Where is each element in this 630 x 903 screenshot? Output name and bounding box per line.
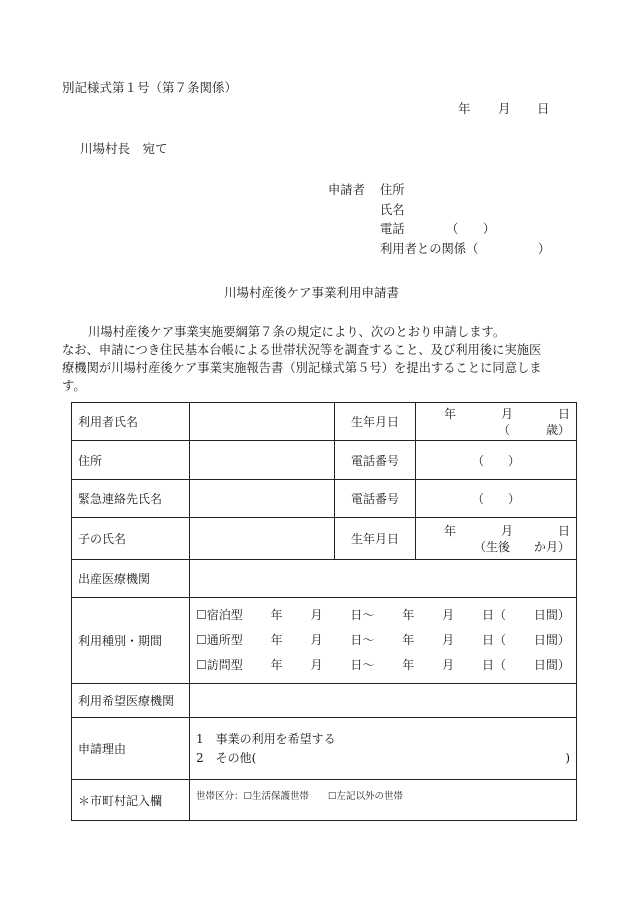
phone-number-field[interactable]	[416, 441, 577, 480]
user-name-label: 利用者氏名	[72, 403, 190, 441]
desired-facility-label: 利用希望医療機関	[72, 684, 190, 718]
birth-facility-field[interactable]	[190, 560, 577, 598]
usage-type-label: 利用種別・期間	[72, 598, 190, 684]
period-to-year: 年	[402, 633, 415, 647]
birth-facility-label: 出産医療機関	[72, 560, 190, 598]
desired-facility-field[interactable]	[190, 684, 577, 718]
period-from-day: 日～	[350, 608, 375, 622]
user-age: （ 歳）	[497, 422, 570, 437]
row-address	[72, 441, 577, 480]
row-reason	[72, 718, 577, 780]
checkbox-icon[interactable]: ☐	[196, 608, 207, 622]
reason-field	[190, 718, 577, 780]
period-days: 日間）	[533, 608, 570, 622]
emergency-contact-field[interactable]	[190, 480, 335, 518]
body-paragraph	[62, 323, 552, 395]
child-name-label: 子の氏名	[72, 518, 190, 560]
period-days: 日間）	[533, 658, 570, 672]
date-year-label: 年	[458, 101, 471, 116]
address-label: 住所	[72, 441, 190, 480]
address-field[interactable]	[190, 441, 335, 480]
period-from-month: 月	[310, 633, 323, 647]
form-number: 別記様式第１号（第７条関係）	[62, 80, 238, 95]
period-to-month: 月	[442, 608, 455, 622]
period-to-year: 年	[402, 658, 415, 672]
period-to-day: 日（	[482, 608, 507, 622]
period-to-year: 年	[402, 608, 415, 622]
period-to-day: 日（	[482, 658, 507, 672]
emergency-phone-label: 電話番号	[335, 480, 416, 518]
phone-number-label: 電話番号	[335, 441, 416, 480]
period-from-day: 日～	[350, 658, 375, 672]
reason-label: 申請理由	[72, 718, 190, 780]
row-user-name	[72, 403, 577, 441]
applicant-address-label: 住所	[380, 183, 405, 197]
applicant-name-label: 氏名	[380, 203, 405, 217]
usage-type-stay: 宿泊型	[206, 608, 243, 622]
checkbox-icon[interactable]: ☐	[196, 633, 207, 647]
child-birthdate-field[interactable]	[416, 518, 577, 560]
user-birth-year: 年	[444, 406, 457, 421]
application-form-table	[71, 402, 577, 821]
child-birth-year: 年	[444, 523, 457, 538]
period-days: 日間）	[533, 633, 570, 647]
period-from-year: 年	[270, 633, 283, 647]
user-birth-month: 月	[500, 406, 513, 421]
child-birthdate-label: 生年月日	[335, 518, 416, 560]
row-municipal	[72, 780, 577, 821]
user-birthdate-field[interactable]	[416, 403, 577, 441]
reason-option-2[interactable]	[196, 749, 570, 768]
reason-option-1[interactable]: 1 事業の利用を希望する	[196, 731, 336, 746]
document-title: 川場村産後ケア事業利用申請書	[224, 285, 400, 300]
period-from-month: 月	[310, 658, 323, 672]
emergency-phone-parens: （ ）	[472, 492, 521, 506]
usage-option-visit[interactable]	[196, 653, 243, 678]
applicant-title: 申請者	[328, 183, 365, 197]
applicant-relation-label: 利用者との関係（	[380, 242, 479, 256]
child-age: （生後 か月）	[473, 539, 570, 554]
period-from-year: 年	[270, 658, 283, 672]
period-to-month: 月	[442, 633, 455, 647]
child-birth-month: 月	[500, 523, 513, 538]
child-birth-day: 日	[557, 523, 570, 538]
period-from-year: 年	[270, 608, 283, 622]
usage-type-daycare: 通所型	[206, 633, 243, 647]
body-line-1: 川場村産後ケア事業実施要綱第７条の規定により、次のとおり申請します。	[88, 325, 506, 339]
child-name-field[interactable]	[190, 518, 335, 560]
period-from-month: 月	[310, 608, 323, 622]
row-birth-facility	[72, 560, 577, 598]
checkbox-icon[interactable]: ☐	[196, 658, 207, 672]
emergency-contact-label: 緊急連絡先氏名	[72, 480, 190, 518]
household-category: 世帯区分：☐生活保護世帯 ☐左記以外の世帯	[196, 791, 404, 802]
applicant-relation-close: ）	[538, 242, 551, 256]
usage-type-visit: 訪問型	[206, 658, 243, 672]
user-name-field[interactable]	[190, 403, 335, 441]
usage-row-stay	[196, 603, 570, 628]
phone-parens: （ ）	[472, 453, 521, 468]
user-birth-day: 日	[557, 406, 570, 421]
period-from-day: 日～	[350, 633, 375, 647]
reason-other-label: 2 その他(	[196, 750, 257, 765]
reason-other-close: )	[565, 750, 570, 765]
usage-row-daycare	[196, 628, 570, 653]
applicant-phone-parens: （ ）	[446, 222, 496, 236]
usage-option-stay[interactable]	[196, 603, 243, 628]
emergency-phone-field[interactable]	[416, 480, 577, 518]
row-emergency-contact	[72, 480, 577, 518]
row-desired-facility	[72, 684, 577, 718]
addressee: 川場村長 宛て	[80, 141, 168, 156]
municipal-field	[190, 780, 577, 821]
date-day-label: 日	[537, 101, 550, 116]
date-month-label: 月	[498, 101, 511, 116]
row-child-name	[72, 518, 577, 560]
municipal-label: ＊市町村記入欄	[72, 780, 190, 821]
period-to-month: 月	[442, 658, 455, 672]
usage-type-field	[190, 598, 577, 684]
usage-option-daycare[interactable]	[196, 628, 243, 653]
applicant-phone-label: 電話	[380, 222, 405, 236]
period-to-day: 日（	[482, 633, 507, 647]
row-usage-type	[72, 598, 577, 684]
usage-row-visit	[196, 653, 570, 678]
body-line-2: なお、申請につき住民基本台帳による世帯状況等を調査すること、及び利用後に実施医療機関が川場村産後ケア事業実施報告書（別記様式第５号）を提出することに同意します。	[62, 343, 542, 393]
user-birthdate-label: 生年月日	[335, 403, 416, 441]
